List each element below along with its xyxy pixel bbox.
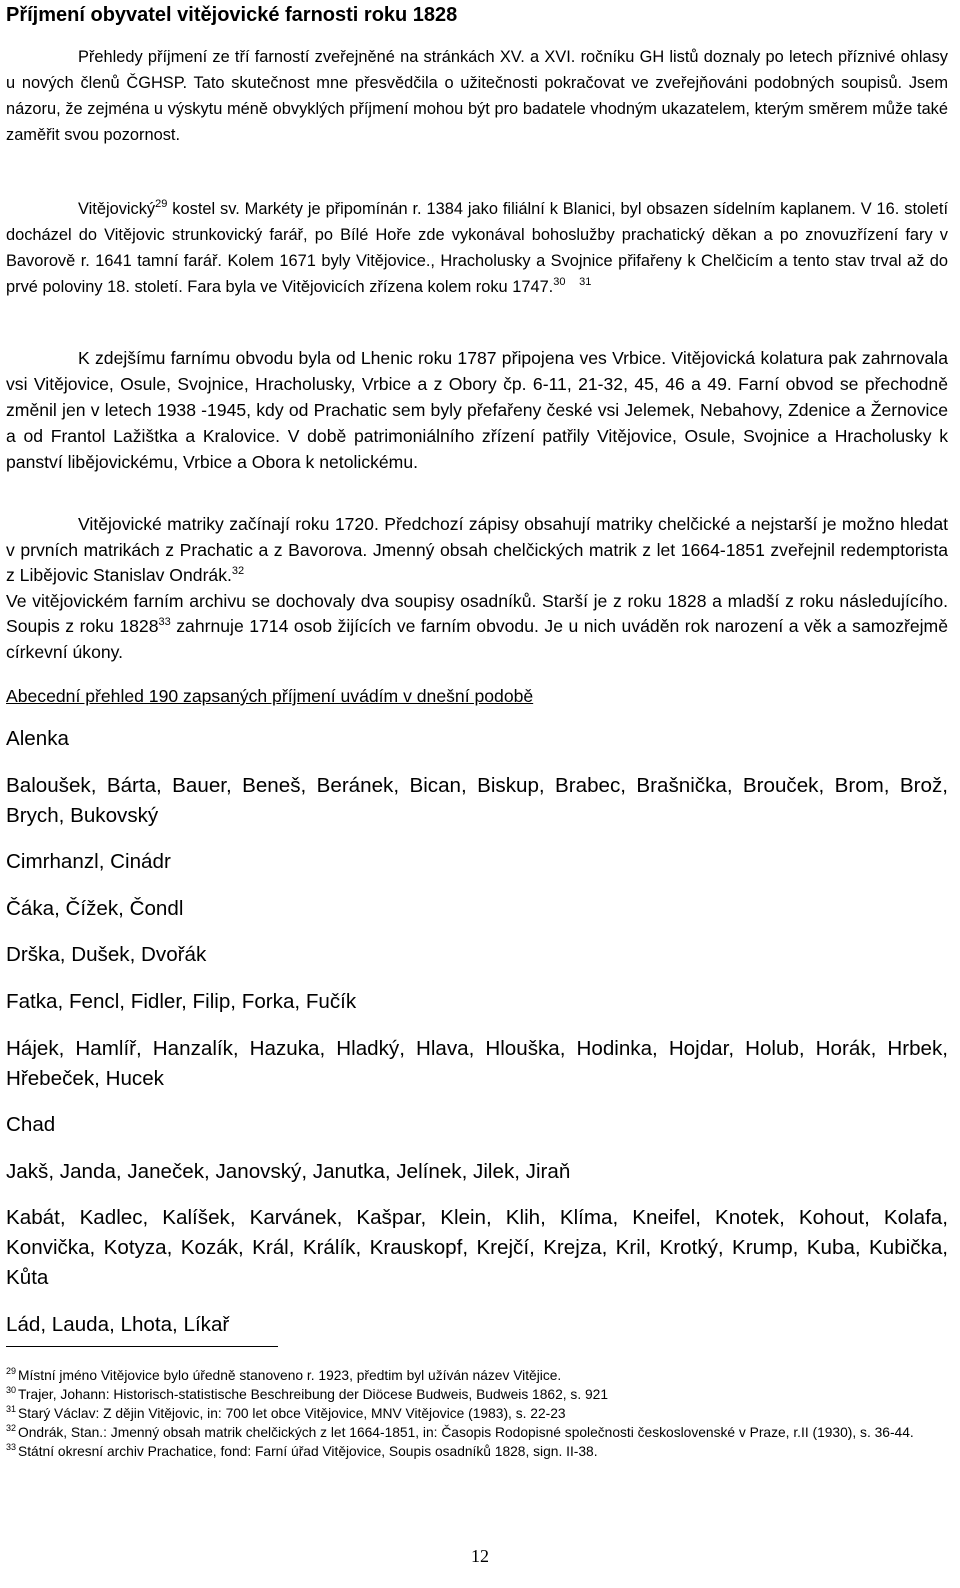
registers-paragraph (6, 512, 948, 665)
history-paragraph (6, 196, 948, 300)
footnote-text: Místní jméno Vitějovice bylo úředně stanoveno r. 1923, předtim byl užíván název Vitějice. (18, 1368, 562, 1383)
footnotes (6, 1366, 948, 1461)
footnote-text: Trajer, Johann: Historisch-statistische Beschreibung der Diöcese Budweis, Budweis 1862, s. 921 (18, 1387, 609, 1402)
surname-group-ch: Chad (6, 1113, 56, 1137)
history-text-body: kostel sv. Markéty je připomínán r. 1384 jako filiální k Blanici, byl obsazen sídelním kaplanem. V 16. století docházel do Vitějovic strunkovický farář, po Bílé Hoře zde vykonával bohoslužby prachatický děkan a po znovuzřízení fary v Bavorově r. 1641 tamní farář. Kolem 1671 byly Vitějovice., Hracholusky a Svojnice přifařeny k Chelčicím a tento stav trval až do prvé poloviny 18. století. Fara byla ve Vitějovicích zřízena kolem roku 1747. (6, 200, 948, 296)
footnote-ref-30[interactable]: 30 (553, 276, 566, 288)
page-title: Příjmení obyvatel vitějovické farnosti roku 1828 (6, 4, 458, 26)
parish-district-paragraph: K zdejšímu farnímu obvodu byla od Lhenic roku 1787 připojena ves Vrbice. Vitějovická kolatura pak zahrnovala vsi Vitějovice, Osule, Svojnice, Hracholusky, Vrbice a z Obory čp. 6-11, 21-32, 45, 46 a 49. Farní obvod se přechodně změnil jen v letech 1938 -1945, kdy od Prachatic sem byly přefařeny české vsi Jelemek, Nebahovy, Zdenice a Žernovice a od Frantol Lažištka a Kralovice. V době patrimoniálního zřízení patřily Vitějovice, Osule, Svojnice a Hracholusky k panství libějovickému, Vrbice a Obora k netolickému. (6, 348, 948, 472)
footnote-ref-31[interactable]: 31 (579, 276, 592, 288)
history-text-start: Vitějovický (78, 200, 156, 218)
surname-group-l: Lád, Lauda, Lhota, Líkař (6, 1312, 230, 1336)
footnote-number: 33 (6, 1442, 17, 1452)
page-number: 12 (471, 1546, 489, 1566)
surname-group-d: Drška, Dušek, Dvořák (6, 943, 207, 967)
footnote-text: Starý Václav: Z dějin Vitějovic, in: 700 let obce Vitějovice, MNV Vitějovice (1983), s. 22-23 (18, 1406, 566, 1421)
footnote-ref-33[interactable]: 33 (158, 616, 171, 628)
footnote-text: Státní okresní archiv Prachatice, fond: Farní úřad Vitějovice, Soupis osadníků 1828, sign. II-38. (18, 1444, 598, 1459)
footnote (6, 1404, 948, 1423)
intro-paragraph: Přehledy příjmení ze tří farností zveřejněné na stránkách XV. a XVI. ročníku GH listů doznaly po letech příznivé ohlasy u nových členů ČGHSP. Tato skutečnost mne přesvědčila o užitečnosti pokračovat ve zveřejňováni podobných soupisů. Jsem názoru, že zejména u výskytu méně obvyklých příjmení mohou být pro badatele vhodným ukazatelem, kterým směrem může také zaměřit svou pozornost. (6, 48, 948, 144)
footnote-number: 29 (6, 1366, 17, 1376)
surname-list-heading: Abecední přehled 190 zapsaných příjmení uvádím v dnešní podobě (6, 686, 534, 706)
registers-text-start: Vitějovické matriky začínají roku 1720. Předchozí zápisy obsahují matriky chelčické a nejstarší je možno hledat v prvních matrikách z Prachatic a z Bavorova. Jmenný obsah chelčických matrik z let 1664-1851 zveřejnil redemptorista z Libějovic Stanislav Ondrák. (6, 514, 948, 585)
surname-group-c-caron: Čáka, Čížek, Čondl (6, 896, 184, 920)
footnote-text: Ondrák, Stan.: Jmenný obsah matrik chelčických z let 1664-1851, in: Časopis Rodopisné společnosti československé v Praze, r.II (1930), s. 36-44. (18, 1425, 914, 1440)
footnote-divider (6, 1346, 278, 1347)
footnote (6, 1423, 948, 1442)
footnote-number: 32 (6, 1423, 17, 1433)
footnote-ref-32[interactable]: 32 (231, 565, 245, 577)
surname-list (6, 724, 948, 1357)
footnote (6, 1385, 948, 1404)
registers-text-end: zahrnuje 1714 osob žijících ve farním obvodu. Je u nich uváděn rok narození a věk a samozřejmě církevní úkony. (6, 616, 948, 662)
footnote (6, 1442, 948, 1461)
footnote-number: 30 (6, 1385, 17, 1395)
footnote-number: 31 (6, 1404, 17, 1414)
surname-group-c: Cimrhanzl, Cinádr (6, 850, 171, 874)
registers-text-middle: Ve vitějovickém farním archivu se dochovaly dva soupisy osadníků. Starší je z roku 1828 a mladší z roku následujícího. Soupis z roku 1828 (6, 590, 948, 636)
surname-group-f: Fatka, Fencl, Fidler, Filip, Forka, Fučík (6, 989, 357, 1013)
footnote-ref-29[interactable]: 29 (155, 198, 168, 210)
footnote (6, 1366, 948, 1385)
surname-group-k: Kabát, Kadlec, Kalíšek, Karvánek, Kašpar, Klein, Klih, Klíma, Kneifel, Knotek, Kohout, Kolafa, Konvička, Kotyza, Kozák, Král, Králík, Krauskopf, Krejčí, Krejza, Kril, Krotký, Krump, Kuba, Kubička, Kůta (6, 1206, 948, 1290)
surname-group-j: Jakš, Janda, Janeček, Janovský, Janutka, Jelínek, Jilek, Jiraň (6, 1159, 571, 1183)
surname-group-h: Hájek, Hamlíř, Hanzalík, Hazuka, Hladký, Hlava, Hlouška, Hodinka, Hojdar, Holub, Horák, Hrbek, Hřebeček, Hucek (6, 1036, 948, 1090)
surname-group-a: Alenka (6, 727, 69, 750)
surname-group-b: Baloušek, Bárta, Bauer, Beneš, Beránek, Bican, Biskup, Brabec, Brašnička, Brouček, Brom, Brož, Brych, Bukovský (6, 773, 948, 827)
